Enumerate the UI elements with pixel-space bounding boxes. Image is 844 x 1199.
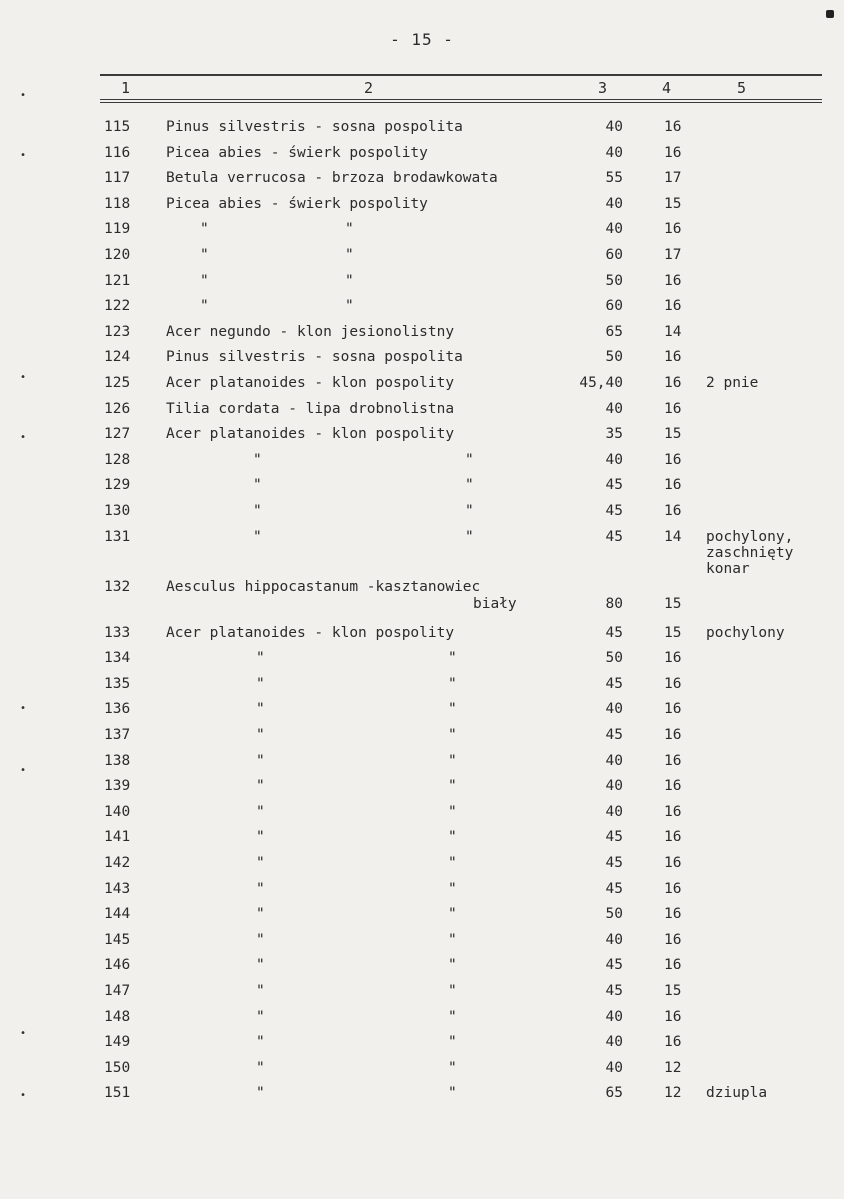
ditto-mark-common-name: " (448, 957, 457, 974)
column-3-value: 45,40 (579, 375, 623, 391)
column-4-value: 16 (664, 855, 682, 871)
row-number: 132 (104, 578, 131, 595)
column-3-value: 40 (605, 803, 623, 820)
column-3-value: 40 (605, 931, 623, 948)
column-4-value: 16 (664, 880, 682, 897)
column-3-value: 45 (605, 829, 623, 846)
header-rule (100, 99, 822, 100)
ditto-mark-common-name: " (448, 855, 457, 871)
ditto-mark-common-name: " (448, 931, 457, 948)
column-4-value: 16 (664, 829, 682, 846)
margin-mark: • (20, 703, 27, 714)
species-name: Acer platanoides - klon pospolity (166, 426, 455, 443)
species-name: Picea abies - świerk pospolity (166, 195, 428, 212)
column-3-value: 50 (605, 349, 623, 366)
row-number: 150 (104, 1059, 131, 1076)
margin-mark: • (20, 765, 27, 776)
ditto-mark-common-name: " (465, 451, 474, 468)
ditto-mark-species: " (253, 528, 262, 545)
margin-mark: • (20, 1090, 27, 1101)
column-3-value: 45 (605, 624, 623, 641)
ditto-mark-species: " (200, 247, 209, 263)
column-3-value: 40 (605, 144, 623, 161)
ditto-mark-common-name: " (448, 1059, 457, 1076)
remarks: pochylony, zaschnięty konar (706, 528, 794, 577)
row-number: 149 (104, 1034, 131, 1051)
column-3-value: 40 (605, 1008, 623, 1025)
ditto-mark-species: " (256, 752, 265, 769)
column-4-value: 12 (664, 1085, 682, 1102)
column-4-value: 16 (664, 1008, 682, 1025)
ditto-mark-common-name: " (345, 221, 354, 238)
row-number: 144 (104, 906, 131, 923)
row-number: 138 (104, 752, 131, 769)
ditto-mark-common-name: " (448, 880, 457, 897)
column-4-value: 16 (664, 272, 682, 289)
page-number: - 15 - (390, 30, 454, 49)
row-number: 135 (104, 675, 131, 692)
column-4-value: 16 (664, 375, 682, 391)
remarks: 2 pnie (706, 375, 759, 391)
ditto-mark-species: " (256, 675, 265, 692)
ditto-mark-common-name: " (448, 650, 457, 667)
column-4-value: 16 (664, 349, 682, 366)
column-3-value: 45 (605, 477, 623, 494)
row-number: 126 (104, 400, 131, 417)
row-number: 147 (104, 983, 131, 999)
margin-mark: • (20, 1028, 27, 1039)
ditto-mark-common-name: " (448, 752, 457, 769)
column-4-value: 16 (664, 650, 682, 667)
column-3-value: 45 (605, 855, 623, 871)
column-4-value: 16 (664, 1034, 682, 1051)
column-4-value: 16 (664, 778, 682, 795)
column-3-value: 40 (605, 195, 623, 212)
column-4-value: 16 (664, 752, 682, 769)
column-3-value: 40 (605, 221, 623, 238)
table-top-rule (100, 74, 822, 76)
ditto-mark-common-name: " (448, 701, 457, 718)
column-4-value: 15 (664, 426, 682, 443)
column-3-value: 50 (605, 906, 623, 923)
column-3-value: 40 (605, 451, 623, 468)
ditto-mark-common-name: " (465, 503, 474, 519)
column-3-value: 50 (605, 272, 623, 289)
species-name: Picea abies - świerk pospolity (166, 144, 428, 161)
column-4-value: 16 (664, 298, 682, 315)
ditto-mark-species: " (253, 477, 262, 494)
column-3-value: 40 (605, 119, 623, 135)
ditto-mark-common-name: " (448, 983, 457, 999)
ditto-mark-species: " (256, 957, 265, 974)
column-4-value: 16 (664, 906, 682, 923)
ditto-mark-species: " (256, 855, 265, 871)
row-number: 145 (104, 931, 131, 948)
remarks: dziupla (706, 1085, 768, 1102)
ditto-mark-common-name: " (465, 477, 474, 494)
column-3-value: 40 (605, 778, 623, 795)
column-3-value: 40 (605, 701, 623, 718)
column-3-value: 45 (605, 880, 623, 897)
row-number: 129 (104, 477, 131, 494)
column-3-value: 40 (605, 1059, 623, 1076)
row-number: 118 (104, 195, 131, 212)
ditto-mark-common-name: " (448, 1034, 457, 1051)
species-name: Acer platanoides - klon pospolity (166, 624, 455, 641)
species-name-continued: biały (473, 595, 517, 612)
row-number: 115 (104, 119, 131, 135)
column-4-value: 16 (664, 675, 682, 692)
ditto-mark-species: " (200, 272, 209, 289)
ditto-mark-common-name: " (448, 727, 457, 743)
column-4-value: 14 (664, 323, 682, 340)
ditto-mark-common-name: " (448, 1008, 457, 1025)
ditto-mark-species: " (256, 1034, 265, 1051)
column-3-value: 60 (605, 247, 623, 263)
row-number: 146 (104, 957, 131, 974)
column-4-value: 17 (664, 247, 682, 263)
row-number: 130 (104, 503, 131, 519)
column-header-1: 1 (121, 79, 131, 97)
ditto-mark-common-name: " (345, 298, 354, 315)
ditto-mark-common-name: " (448, 675, 457, 692)
ditto-mark-species: " (256, 778, 265, 795)
row-number: 124 (104, 349, 131, 366)
ditto-mark-common-name: " (448, 829, 457, 846)
column-4-value: 16 (664, 503, 682, 519)
row-number: 123 (104, 323, 131, 340)
column-4-value: 15 (664, 983, 682, 999)
column-3-value: 45 (605, 983, 623, 999)
column-3-value: 65 (605, 323, 623, 340)
ditto-mark-species: " (256, 701, 265, 718)
ditto-mark-common-name: " (345, 272, 354, 289)
row-number: 120 (104, 247, 131, 263)
row-number: 121 (104, 272, 131, 289)
column-4-value: 16 (664, 451, 682, 468)
row-number: 128 (104, 451, 131, 468)
column-4-value: 16 (664, 701, 682, 718)
column-3-value: 45 (605, 528, 623, 545)
ditto-mark-species: " (256, 650, 265, 667)
row-number: 140 (104, 803, 131, 820)
species-name: Pinus silvestris - sosna pospolita (166, 119, 463, 135)
column-3-value: 45 (605, 675, 623, 692)
column-3-value: 40 (605, 1034, 623, 1051)
row-number: 151 (104, 1085, 131, 1102)
row-number: 143 (104, 880, 131, 897)
column-4-value: 16 (664, 144, 682, 161)
ditto-mark-species: " (256, 727, 265, 743)
column-4-value: 14 (664, 528, 682, 545)
column-4-value: 16 (664, 119, 682, 135)
ditto-mark-common-name: " (448, 803, 457, 820)
species-name: Acer platanoides - klon pospolity (166, 375, 455, 391)
column-3-value: 65 (605, 1085, 623, 1102)
row-number: 139 (104, 778, 131, 795)
column-3-value: 45 (605, 727, 623, 743)
ditto-mark-species: " (200, 221, 209, 238)
ditto-mark-species: " (256, 1059, 265, 1076)
column-header-2: 2 (364, 79, 374, 97)
margin-mark: • (20, 432, 27, 443)
column-4-value: 16 (664, 957, 682, 974)
column-4-value: 16 (664, 477, 682, 494)
ditto-mark-species: " (256, 906, 265, 923)
species-name: Aesculus hippocastanum -kasztanowiec (166, 578, 481, 595)
column-4-value: 16 (664, 727, 682, 743)
column-4-value: 12 (664, 1059, 682, 1076)
column-4-value: 16 (664, 931, 682, 948)
column-header-5: 5 (737, 79, 747, 97)
ditto-mark-common-name: " (448, 1085, 457, 1102)
row-number: 136 (104, 701, 131, 718)
row-number: 119 (104, 221, 131, 238)
column-4-value: 16 (664, 400, 682, 417)
ditto-mark-species: " (200, 298, 209, 315)
species-name: Acer negundo - klon jesionolistny (166, 323, 455, 340)
ditto-mark-species: " (256, 829, 265, 846)
ditto-mark-species: " (256, 803, 265, 820)
row-number: 142 (104, 855, 131, 871)
row-number: 131 (104, 528, 131, 545)
ditto-mark-species: " (256, 931, 265, 948)
row-number: 133 (104, 624, 131, 641)
row-number: 134 (104, 650, 131, 667)
ditto-mark-species: " (256, 880, 265, 897)
ditto-mark-species: " (256, 983, 265, 999)
column-3-value: 80 (605, 595, 623, 612)
corner-mark (826, 10, 834, 18)
remarks: pochylony (706, 624, 785, 641)
ditto-mark-species: " (256, 1008, 265, 1025)
margin-mark: • (20, 372, 27, 383)
row-number: 127 (104, 426, 131, 443)
column-3-value: 35 (605, 426, 623, 443)
row-number: 125 (104, 375, 131, 391)
species-name: Betula verrucosa - brzoza brodawkowata (166, 170, 498, 187)
row-number: 141 (104, 829, 131, 846)
ditto-mark-common-name: " (345, 247, 354, 263)
column-3-value: 40 (605, 400, 623, 417)
row-number: 122 (104, 298, 131, 315)
ditto-mark-common-name: " (448, 778, 457, 795)
species-name: Tilia cordata - lipa drobnolistna (166, 400, 455, 417)
row-number: 137 (104, 727, 131, 743)
column-4-value: 16 (664, 221, 682, 238)
ditto-mark-common-name: " (465, 528, 474, 545)
row-number: 116 (104, 144, 131, 161)
header-rule-double (100, 102, 822, 103)
column-header-3: 3 (598, 79, 608, 97)
column-4-value: 15 (664, 595, 682, 612)
column-header-4: 4 (662, 79, 672, 97)
ditto-mark-common-name: " (448, 906, 457, 923)
column-4-value: 17 (664, 170, 682, 187)
ditto-mark-species: " (253, 503, 262, 519)
column-4-value: 16 (664, 803, 682, 820)
column-4-value: 15 (664, 624, 682, 641)
row-number: 148 (104, 1008, 131, 1025)
row-number: 117 (104, 170, 131, 187)
species-name: Pinus silvestris - sosna pospolita (166, 349, 463, 366)
margin-mark: • (20, 90, 27, 101)
column-3-value: 45 (605, 503, 623, 519)
ditto-mark-species: " (253, 451, 262, 468)
column-3-value: 50 (605, 650, 623, 667)
column-3-value: 60 (605, 298, 623, 315)
margin-mark: • (20, 150, 27, 161)
column-4-value: 15 (664, 195, 682, 212)
column-3-value: 45 (605, 957, 623, 974)
column-3-value: 40 (605, 752, 623, 769)
ditto-mark-species: " (256, 1085, 265, 1102)
column-3-value: 55 (605, 170, 623, 187)
